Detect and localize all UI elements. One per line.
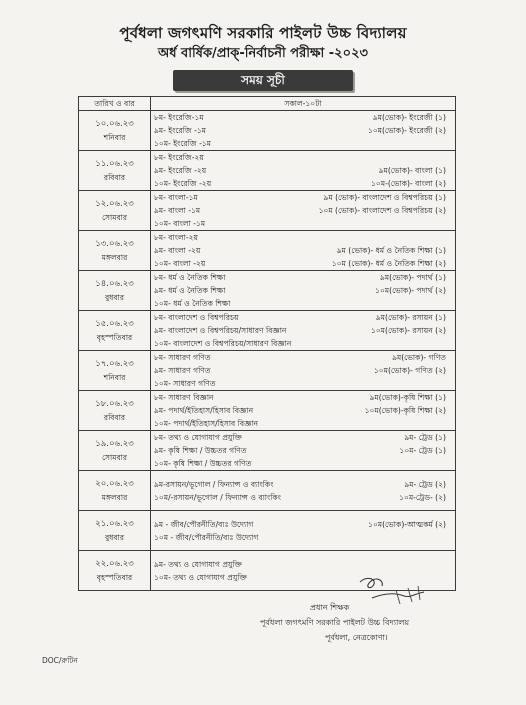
subject-left: ৯ম- কৃষি শিক্ষা / উচ্চতর গণিত <box>154 446 247 455</box>
subject-left: ৯ম- তথ্য ও যোগাযাগ প্রযুক্তি <box>154 559 242 569</box>
subject-vocational: ৯ম(ভোক)- গণিত <box>392 353 446 362</box>
subject-vocational: ৯ম(ভোক)- রসায়ন (১) <box>375 313 446 322</box>
subject-vocational: ১০ম (ভোক)- ধর্ম ও নৈতিক শিক্ষা (২) <box>331 259 446 268</box>
date-day-cell <box>79 391 151 431</box>
subject-vocational: ১০ম(ভোক)- গণিত (২) <box>373 366 446 375</box>
subject-line <box>154 124 452 137</box>
subject-left: ৮ম- ইংরেজি-২য় <box>154 153 204 162</box>
subject-left: ১০ম- কৃষি শিক্ষা / উচ্চতর গণিত <box>154 459 252 468</box>
subject-line <box>154 558 452 571</box>
subjects-cell <box>151 271 456 311</box>
subject-vocational: ১০ম(ভোক)- পদার্থ (২) <box>375 286 446 295</box>
date-day-cell <box>79 191 151 231</box>
subjects-cell <box>151 351 456 391</box>
date-day-cell <box>79 231 151 271</box>
school-signature-line: পূর্বধলা জগৎমণি সরকারি পাইলট উচ্চ বিদ্যালয় <box>260 618 410 627</box>
subject-line <box>154 284 452 297</box>
subject-line <box>154 351 452 364</box>
subject-left: ৮ম- বাংলা-২য় <box>154 233 199 242</box>
subject-line <box>154 518 452 531</box>
subject-left: ৮ম- সাধারণ গণিত <box>154 353 211 362</box>
subject-left: ৯ম - জীব/পৌরনীতি/ব্যঃ উদ্যোগ <box>154 519 254 529</box>
subject-vocational: ৯ম(ভোক)- ইংরেজী (১) <box>372 113 446 122</box>
subject-vocational: ১০ম (ভোক)- বাংলাদেশ ও বিশ্বপরিচয় (২) <box>318 206 446 215</box>
subjects-cell <box>151 151 456 191</box>
exam-day: বুধবার <box>104 292 125 302</box>
table-header-row <box>79 97 456 111</box>
subject-left: ৯ম- ইংরেজি -১ম <box>154 126 207 135</box>
date-day-cell <box>79 151 151 191</box>
subject-left: ১০ম- ইংরেজি -১ম <box>154 139 211 148</box>
table-row <box>79 191 456 231</box>
exam-date: ১৮.০৬.২৩ <box>95 398 134 409</box>
subject-line <box>154 137 452 150</box>
subject-line <box>154 257 452 270</box>
subject-line <box>154 377 452 390</box>
subject-left: ১০ম/-রসায়ন/ভূগোল / ফিন্যান্স ও ব্যাংকিং <box>154 492 281 502</box>
subject-line <box>154 164 452 177</box>
exam-title: অর্ধ বার্ষিক/প্রাক্-নির্বাচনী পরীক্ষা -২০২৩ <box>157 46 368 61</box>
subject-vocational: ১০ম(ভোক)-কৃষি শিক্ষা (২) <box>364 406 446 415</box>
doc-label: DOC/রুটিন <box>42 656 78 665</box>
subject-left: ৯ম- ইংরেজি -২য় <box>154 166 207 175</box>
table-row <box>79 391 456 431</box>
subject-line <box>154 531 452 544</box>
subjects-cell <box>151 191 456 231</box>
subject-line <box>154 337 452 350</box>
exam-day: শনিবার <box>103 372 126 382</box>
subject-line <box>154 151 452 164</box>
exam-date: ২১.০৬.২৩ <box>95 518 134 529</box>
subjects-cell <box>151 471 456 511</box>
signature-title: প্রধান শিক্ষক <box>310 603 350 612</box>
subject-vocational: ৯ম- ট্রেড (১) <box>404 433 446 442</box>
exam-date: ১১.০৬.২৩ <box>95 158 134 169</box>
subject-vocational <box>446 558 452 571</box>
subject-left: ১০ম- বাংলা -১ম <box>154 219 206 228</box>
subject-left: ১০ম- ধর্ম ও নৈতিক শিক্ষা <box>154 299 231 308</box>
subject-left: ৯ম- পদার্থ/ইতিহাস/হিসাব বিজ্ঞান <box>154 406 254 415</box>
subjects-cell <box>151 511 456 551</box>
table-row <box>79 351 456 391</box>
subject-vocational: ৯ম (ভোক)- বাংলাদেশ ও বিশ্বপরিচয় (১) <box>323 193 446 202</box>
subject-left: ১০ম- ইংরেজি -২য় <box>154 179 212 188</box>
subject-vocational: ১০ম-ট্রেড- (২) <box>399 492 446 502</box>
subject-left: ৮ম- সাধারণ বিজ্ঞান <box>154 393 214 402</box>
subject-line <box>154 244 452 257</box>
subject-vocational <box>446 137 452 150</box>
subject-vocational: ৯ম (ভোক)- ধর্ম ও নৈতিক শিক্ষা (১) <box>336 246 446 255</box>
subject-line <box>154 391 452 404</box>
exam-day: বুধবার <box>104 532 125 542</box>
exam-day: সোমবার <box>101 212 128 222</box>
exam-day: বৃহস্পতিবার <box>96 332 133 342</box>
exam-date: ২০.০৬.২৩ <box>95 478 134 489</box>
subject-vocational <box>446 417 452 430</box>
exam-day: সোমবার <box>101 452 128 462</box>
date-day-cell <box>79 551 151 591</box>
exam-day: রবিবার <box>103 172 126 182</box>
subject-vocational: ৯ম(ভোক)- পদার্থ (১) <box>379 273 446 282</box>
subject-vocational: ১০ম-(ভোক)- বাংলা (২) <box>371 179 446 188</box>
subject-line <box>154 217 452 230</box>
subject-left: ৮ম- বাংলাদেশ ও বিশ্বপরিচয় <box>154 313 239 322</box>
exam-date: ১০.০৬.২৩ <box>95 118 134 129</box>
subject-line <box>154 417 452 430</box>
exam-day: মঙ্গলবার <box>101 492 128 502</box>
subject-vocational <box>446 457 452 470</box>
subject-left: ৮ম- তথ্য ও যোগাযাগ প্রযুক্তি <box>154 433 242 442</box>
header-time: সকাল-১০টা <box>151 97 456 111</box>
subject-line <box>154 271 452 284</box>
date-day-cell <box>79 431 151 471</box>
date-day-cell <box>79 271 151 311</box>
subject-line <box>154 431 452 444</box>
date-day-cell <box>79 511 151 551</box>
subject-line <box>154 444 452 457</box>
subjects-cell <box>151 311 456 351</box>
exam-date: ১৩.০৬.২৩ <box>95 238 134 249</box>
subject-left: ৮ম- ধর্ম ও নৈতিক শিক্ষা <box>154 273 226 282</box>
subject-vocational <box>446 531 452 544</box>
subject-line <box>154 191 452 204</box>
date-day-cell <box>79 471 151 511</box>
subject-line <box>154 491 452 504</box>
subject-left: ১০ম- পদার্থ/ইতিহাস/হিসাব বিজ্ঞান <box>154 419 259 428</box>
subject-vocational: ১০ম(ভোক)- রসায়ন (২) <box>370 326 446 335</box>
exam-day: শনিবার <box>103 132 126 142</box>
subject-line <box>154 204 452 217</box>
subject-vocational <box>446 337 452 350</box>
subject-vocational <box>446 571 452 584</box>
date-day-cell <box>79 311 151 351</box>
subject-left: ১০ম- বাংলা -২য় <box>154 259 206 268</box>
subject-line <box>154 324 452 337</box>
subject-line <box>154 478 452 491</box>
date-day-cell <box>79 351 151 391</box>
subject-left: ৯ম- সাধারণ গণিত <box>154 366 211 375</box>
school-address: পূর্বধলা, নেত্রকোণা। <box>325 633 388 642</box>
subject-vocational <box>446 151 452 164</box>
subject-vocational: ১০ম- ট্রেড (১) <box>399 446 446 455</box>
subjects-cell <box>151 231 456 271</box>
school-name: পূর্বধলা জগৎমণি সরকারি পাইলট উচ্চ বিদ্যালয় <box>119 24 407 42</box>
subject-line <box>154 231 452 244</box>
table-row <box>79 311 456 351</box>
subject-vocational: ১০ম(ভোক)-আত্মকর্ম (২) <box>368 519 446 529</box>
subject-vocational: ৯ম- ট্রেড (২) <box>404 479 446 489</box>
exam-date: ১৪.০৬.২৩ <box>95 278 134 289</box>
exam-date: ১৫.০৬.২৩ <box>95 318 134 329</box>
exam-date: ১৭.০৬.২৩ <box>95 358 134 369</box>
subject-left: ৯ম- ধর্ম ও নৈতিক শিক্ষা <box>154 286 226 295</box>
subject-left: ৯ম- বাংলাদেশ ও বিশ্বপরিচয়/সাধারণ বিজ্ঞান <box>154 326 287 335</box>
table-row <box>79 111 456 151</box>
table-row <box>79 471 456 511</box>
subject-line <box>154 311 452 324</box>
exam-date: ২২.০৬.২৩ <box>95 558 134 569</box>
subjects-cell <box>151 111 456 151</box>
subject-line <box>154 404 452 417</box>
subject-vocational: ৯ম(ভোক)-কৃষি শিক্ষা (১) <box>369 393 446 402</box>
subject-left: ৯ম-রসায়ন/ভূগোল / ফিন্যান্স ও ব্যাংকিং <box>154 479 274 489</box>
subject-left: ৯ম- বাংলা -১ম <box>154 206 201 215</box>
exam-date: ১২.০৬.২৩ <box>95 198 134 209</box>
date-day-cell <box>79 111 151 151</box>
exam-day: মঙ্গলবার <box>101 252 128 262</box>
subject-vocational <box>446 297 452 310</box>
subject-line <box>154 297 452 310</box>
subject-line <box>154 177 452 190</box>
subject-left: ৮ম- ইংরেজি-১ম <box>154 113 204 122</box>
subject-vocational <box>446 231 452 244</box>
table-row <box>79 431 456 471</box>
signature-scribble <box>352 574 432 614</box>
exam-day: রবিবার <box>103 412 126 422</box>
subject-vocational <box>446 217 452 230</box>
subject-vocational: ৯ম(ভোক)- বাংলা (১) <box>378 166 446 175</box>
table-row <box>79 231 456 271</box>
subject-line <box>154 364 452 377</box>
subjects-cell <box>151 391 456 431</box>
subject-line <box>154 111 452 124</box>
subject-vocational: ১০ম(ভোক)- ইংরেজী (২) <box>367 126 446 135</box>
subjects-cell <box>151 431 456 471</box>
subject-vocational <box>446 377 452 390</box>
exam-day: বৃহস্পতিবার <box>96 572 133 582</box>
subject-left: ১০ম- বাংলাদেশ ও বিশ্বপরিচয়/সাধারণ বিজ্ঞান <box>154 339 292 348</box>
subject-left: ৮ম- বাংলা-১ম <box>154 193 198 202</box>
exam-date: ১৯.০৬.২৩ <box>95 438 134 449</box>
schedule-banner: সময় সূচী <box>173 70 353 91</box>
subject-line <box>154 457 452 470</box>
subject-left: ১০ম - জীব/পৌরনীতি/ব্যঃ উদ্যোগ <box>154 532 259 542</box>
header-date-day: তারিখ ও বার <box>79 97 151 111</box>
subject-left: ১০ম- তথ্য ও যোগাযাগ প্রযুক্তি <box>154 572 247 582</box>
subject-left: ১০ম- সাধারণ গণিত <box>154 379 216 388</box>
table-row <box>79 151 456 191</box>
table-row <box>79 511 456 551</box>
routine-table <box>78 96 456 591</box>
subject-left: ৯ম- বাংলা -২য় <box>154 246 201 255</box>
table-row <box>79 271 456 311</box>
